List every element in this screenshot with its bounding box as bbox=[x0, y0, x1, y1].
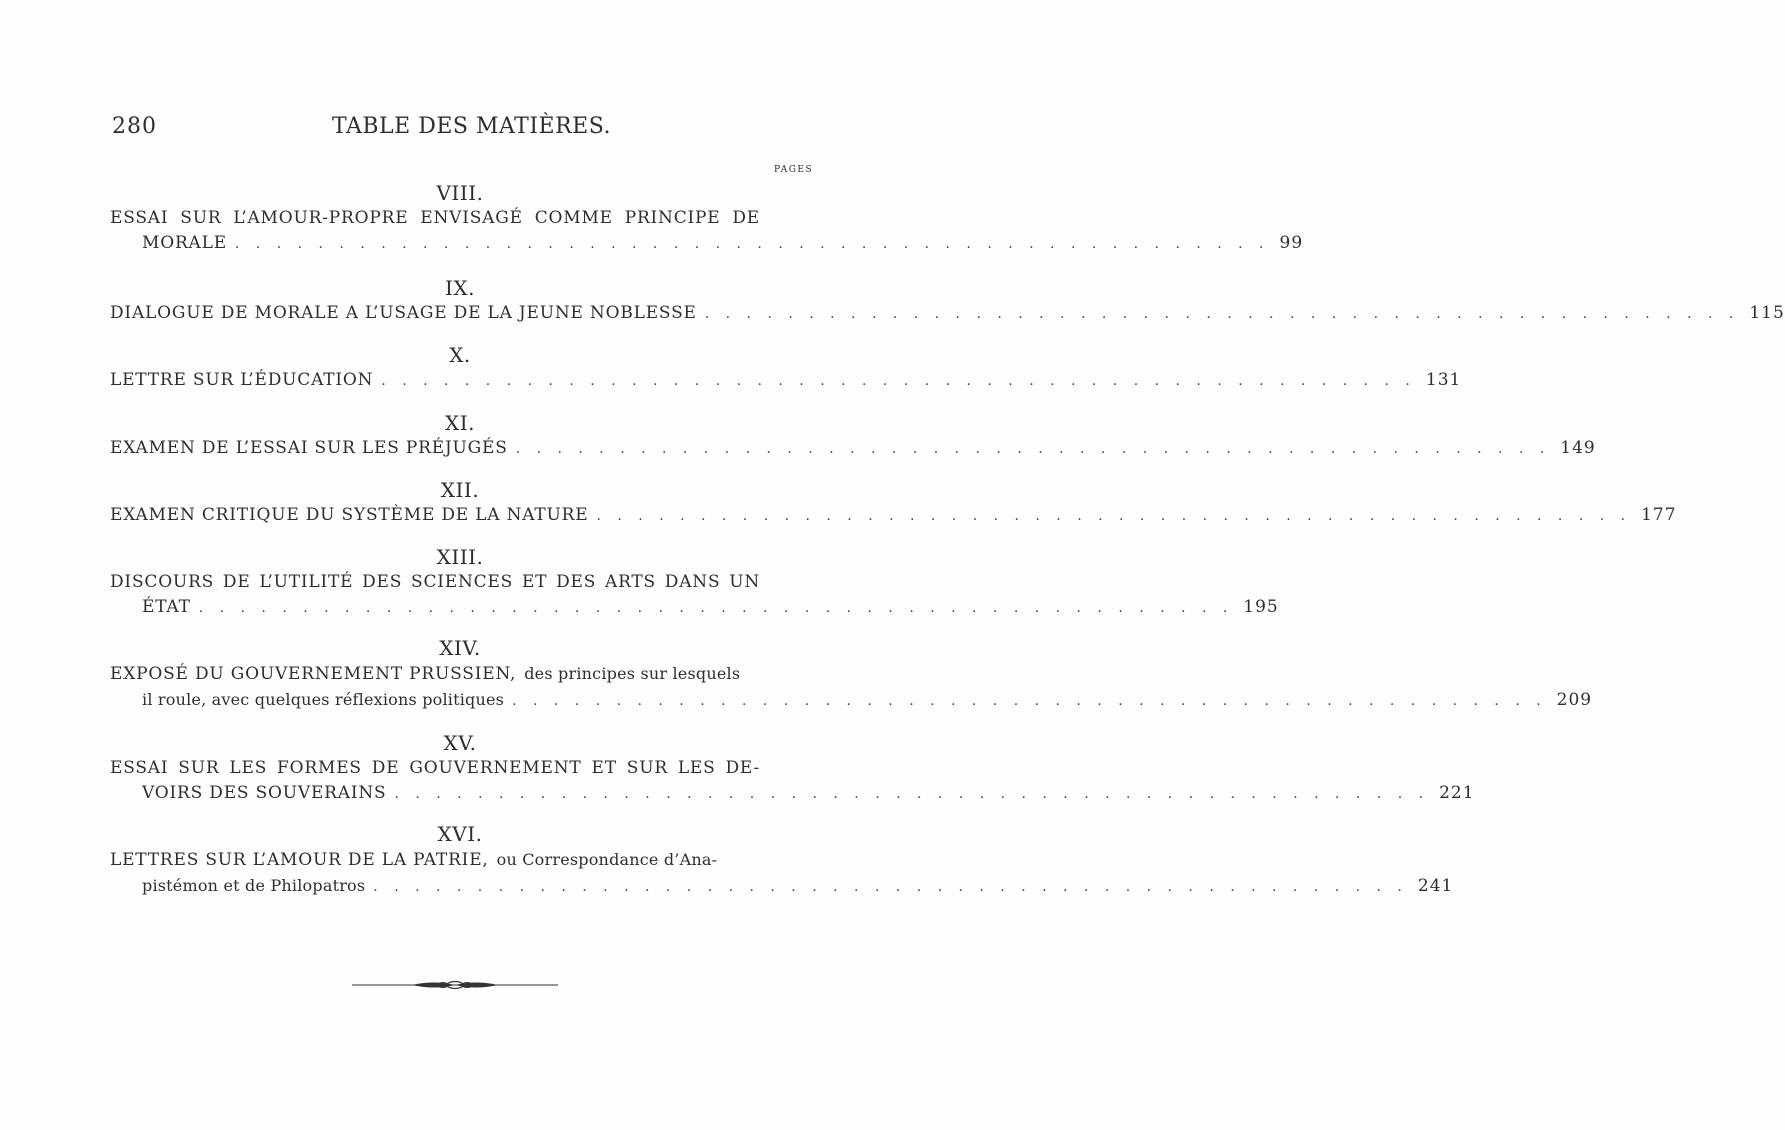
page-number: 280 bbox=[112, 114, 157, 139]
entry-title-line2: il roule, avec quelques réflexions politiques bbox=[142, 690, 505, 709]
toc-section-x bbox=[110, 342, 1462, 394]
section-numeral: XI. bbox=[445, 411, 475, 435]
section-numeral: XV. bbox=[443, 731, 477, 755]
section-numeral: XIV. bbox=[439, 636, 481, 660]
section-numeral: X. bbox=[449, 343, 471, 367]
section-numeral: XVI. bbox=[437, 822, 483, 846]
dot-leader: . . . . . . . . . . . . . . . . . . . . . . . . . . . . . . . . . . . . . . . . . . . . . . . . . . bbox=[373, 879, 1408, 895]
dot-leader: . . . . . . . . . . . . . . . . . . . . . . . . . . . . . . . . . . . . . . . . . . . . . . . . . . bbox=[234, 236, 1270, 252]
entry-subtitle: ou Correspondance d’Ana- bbox=[496, 850, 718, 869]
page-reference: 99 bbox=[1279, 233, 1304, 253]
toc-section-xii bbox=[110, 477, 1677, 529]
entry-title: LETTRE SUR L’ÉDUCATION bbox=[110, 370, 374, 390]
entry-title-line1: ESSAI SUR L’AMOUR-PROPRE ENVISAGÉ COMME PRINCIPE DE bbox=[110, 208, 760, 228]
pages-column-label: PAGES bbox=[774, 165, 814, 175]
toc-entry[interactable] bbox=[110, 661, 1593, 714]
entry-title-line2: ÉTAT bbox=[142, 597, 191, 617]
toc-entry[interactable] bbox=[110, 847, 1454, 900]
toc-section-xiii bbox=[110, 544, 1279, 621]
running-title: TABLE DES MATIÈRES. bbox=[332, 114, 611, 139]
entry-title-line1: ESSAI SUR LES FORMES DE GOUVERNEMENT ET SUR LES DE- bbox=[110, 758, 760, 778]
toc-entry[interactable] bbox=[110, 436, 1596, 462]
entry-title-line2: VOIRS DES SOUVERAINS bbox=[142, 783, 387, 803]
toc-entry[interactable] bbox=[110, 570, 1279, 621]
entry-title-line1: DISCOURS DE L’UTILITÉ DES SCIENCES ET DES ARTS DANS UN bbox=[110, 572, 760, 592]
section-numeral: IX. bbox=[445, 276, 475, 300]
toc-section-xiv bbox=[110, 635, 1593, 714]
page-reference: 221 bbox=[1439, 783, 1475, 803]
entry-title: EXAMEN CRITIQUE DU SYSTÈME DE LA NATURE bbox=[110, 505, 589, 525]
dot-leader: . . . . . . . . . . . . . . . . . . . . . . . . . . . . . . . . . . . . . . . . . . . . . . . . . . bbox=[596, 508, 1632, 524]
page-reference: 115 bbox=[1749, 303, 1785, 323]
page-reference: 131 bbox=[1425, 370, 1462, 390]
dot-leader: . . . . . . . . . . . . . . . . . . . . . . . . . . . . . . . . . . . . . . . . . . . . . . . . . . bbox=[704, 306, 1740, 322]
dot-leader: . . . . . . . . . . . . . . . . . . . . . . . . . . . . . . . . . . . . . . . . . . . . . . . . . . bbox=[394, 786, 1430, 802]
toc-section-xi bbox=[110, 410, 1596, 462]
page-reference: 149 bbox=[1560, 438, 1596, 458]
toc-entry[interactable] bbox=[110, 206, 1304, 257]
dot-leader: . . . . . . . . . . . . . . . . . . . . . . . . . . . . . . . . . . . . . . . . . . . . . . . . . . bbox=[381, 373, 1416, 389]
entry-title-line2: pistémon et de Philopatros bbox=[142, 876, 366, 895]
toc-section-xvi bbox=[110, 821, 1454, 900]
entry-title: EXAMEN DE L’ESSAI SUR LES PRÉJUGÉS bbox=[110, 438, 508, 458]
tailpiece-ornament-icon bbox=[352, 978, 558, 992]
toc-section-viii bbox=[110, 180, 1304, 257]
page-reference: 209 bbox=[1556, 690, 1593, 710]
toc-entry[interactable] bbox=[110, 756, 1475, 807]
dot-leader: . . . . . . . . . . . . . . . . . . . . . . . . . . . . . . . . . . . . . . . . . . . . . . . . . . bbox=[512, 693, 1547, 709]
page-reference: 195 bbox=[1243, 597, 1279, 617]
dot-leader: . . . . . . . . . . . . . . . . . . . . . . . . . . . . . . . . . . . . . . . . . . . . . . . . . . bbox=[515, 441, 1551, 457]
dot-leader: . . . . . . . . . . . . . . . . . . . . . . . . . . . . . . . . . . . . . . . . . . . . . . . . . . bbox=[198, 600, 1234, 616]
toc-entry[interactable] bbox=[110, 368, 1462, 394]
toc-entry[interactable] bbox=[110, 301, 1785, 327]
page-reference: 241 bbox=[1417, 876, 1454, 896]
entry-title-caps: EXPOSÉ DU GOUVERNEMENT PRUSSIEN, bbox=[110, 664, 517, 684]
section-numeral: XII. bbox=[440, 478, 480, 502]
toc-section-ix bbox=[110, 275, 1785, 327]
page-reference: 177 bbox=[1641, 505, 1677, 525]
entry-title-line2: MORALE bbox=[142, 233, 227, 253]
section-numeral: XIII. bbox=[436, 545, 484, 569]
entry-subtitle: des principes sur lesquels bbox=[524, 664, 741, 683]
section-numeral: VIII. bbox=[436, 181, 484, 205]
entry-title: DIALOGUE DE MORALE A L’USAGE DE LA JEUNE NOBLESSE bbox=[110, 303, 697, 323]
toc-entry[interactable] bbox=[110, 503, 1677, 529]
entry-title-caps: LETTRES SUR L’AMOUR DE LA PATRIE, bbox=[110, 850, 489, 870]
toc-section-xv bbox=[110, 730, 1475, 807]
